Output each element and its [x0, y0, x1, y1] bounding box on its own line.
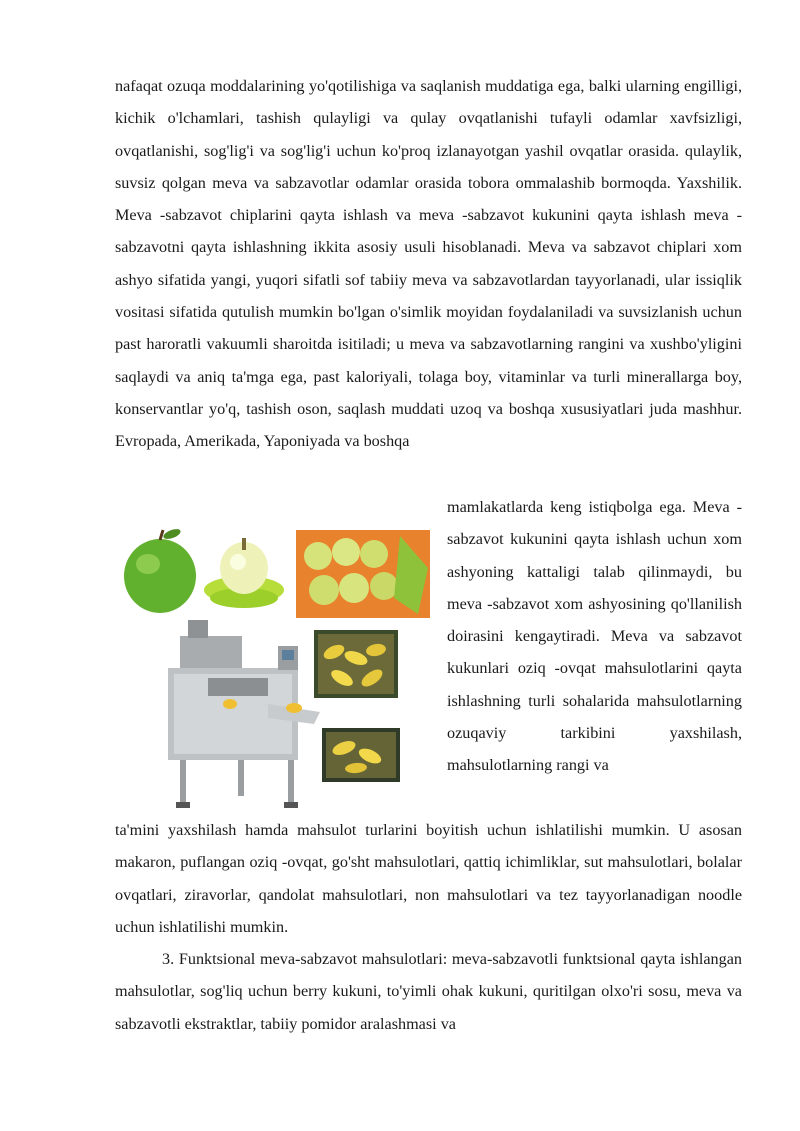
paragraph-beside-figure: mamlakatlarda keng istiqbolga ega. Meva -sabzavot kukunini qayta ishlash uchun xom ashyoning kattaligi talab qilinmaydi, bu meva -sabzavot xom ashyosining qo'llanilish doirasini kengaytiradi. Meva va sabzavot kukunlari oziq -ovqat mahsulotlarini qayta ishlashning turli sohalarida mahsulotlarning ozuqaviy tarkibini yaxshilash, mahsulotlarning rangi va [447, 498, 742, 775]
green-apple-icon [124, 528, 196, 613]
paragraph-usage: ta'mini yaxshilash hamda mahsulot turlarini boyitish uchun ishlatilishi mumkin. U asosan makaron, puflangan oziq -ovqat, go'sht mahsulotlari, qattiq ichimliklar, sut mahsulotlari, bolalar ovqatlari, ziravorlar, qandolat mahsulotlari, non mahsulotlari va tez tayyorlanadigan noodle uchun ishlatilishi mumkin. [115, 821, 742, 936]
peeled-apple-icon [204, 538, 284, 608]
peeled-apples-tray-icon [296, 530, 430, 618]
apple-slices-tray-icon [314, 630, 400, 782]
paragraph-functional-products: 3. Funktsional meva-sabzavot mahsulotlari: meva-sabzavotli funktsional qayta ishlangan mahsulotlar, sog'liq uchun berry kukuni, to'yimli ohak kukuni, quritilgan olxo'ri sosu, meva va sabzavotli ekstraktlar, tabiiy pomidor aralashmasi va [115, 950, 742, 1033]
peeling-machine-icon [168, 620, 320, 808]
fruit-processing-figure [118, 528, 434, 810]
paragraph-intro: nafaqat ozuqa moddalarining yo'qotilishiga va saqlanish muddatiga ega, balki ularning engilligi, kichik o'lchamlari, tashish qulayligi va qulay ovqatlanishi tufayli odamlar xavfsizligi, ovqatlanishi, sog'lig'i va sog'lig'i uchun ko'proq izlanayotgan yashil ovqatlar orasida. qulaylik, suvsiz qolgan meva va sabzavotlar odamlar orasida tobora ommalashib bormoqda. Yaxshilik. Meva -sabzavot chiplarini qayta ishlash va meva -sabzavot kukunini qayta ishlash meva -sabzavotni qayta ishlashning ikkita asosiy usuli hisoblanadi. Meva va sabzavot chiplari xom ashyo sifatida yangi, yuqori sifatli sof tabiiy meva va sabzavotlardan tayyorlanadi, ular issiqlik vositasi sifatida qutulish mumkin bo'lgan o'simlik moyidan foydalaniladi va suvsizlanish uchun past haroratli vakuumli sharoitda isitiladi; u meva va sabzavotlarning rangini va xushbo'yligini saqlaydi va aniq ta'mga ega, past kaloriyali, tolaga boy, vitaminlar va turli minerallarga boy, konservantlar yo'q, tashish oson, saqlash muddati uzoq va boshqa xususiyatlari juda mashhur. Evropada, Amerikada, Yaponiyada va boshqa [115, 77, 742, 451]
